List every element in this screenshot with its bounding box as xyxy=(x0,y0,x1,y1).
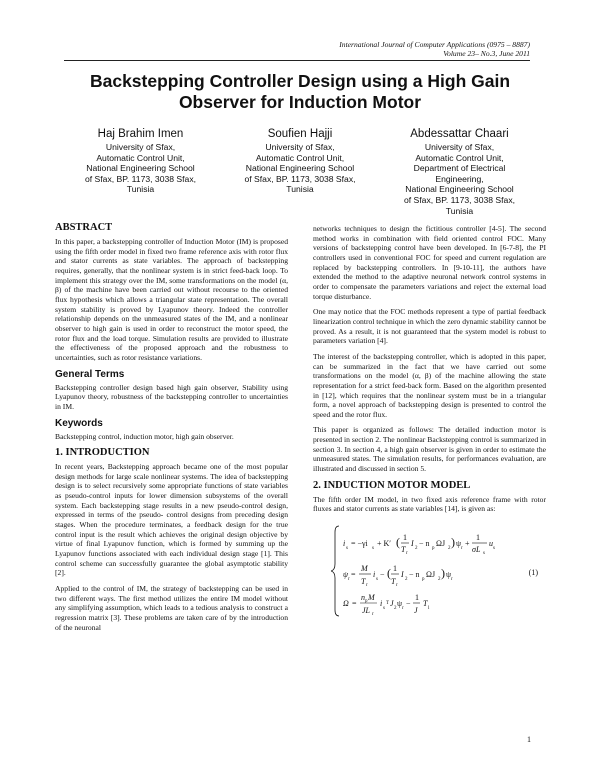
author-affiliation: University of Sfax, xyxy=(424,142,495,152)
svg-text:T: T xyxy=(401,545,406,555)
body-paragraph-1: networks techniques to design the fictitious controller [4-5]. The second method works in combination with field oriented control FOC. Many versions of backstepping control have been developed. In [6-7-8], the PI controllers used in conventional FOC for speed and current regulation are replaced by backstepping controllers. In [9-10-11], the authors have extended the method to the adaptive neuronal network control systems in order to compensate the parameters variations and reject the external load torque disturbance. xyxy=(313,224,546,301)
keywords-text: Backstepping control, induction motor, high gain observer. xyxy=(55,431,234,441)
svg-text:s: s xyxy=(346,546,348,552)
svg-text:J: J xyxy=(414,606,418,616)
journal-header xyxy=(339,40,530,58)
svg-text:ΩJ: ΩJ xyxy=(436,539,446,549)
svg-text:I: I xyxy=(411,539,414,549)
svg-text:1: 1 xyxy=(476,533,480,543)
svg-text:Ω: Ω xyxy=(343,599,349,609)
svg-text:M: M xyxy=(368,593,375,603)
svg-text:ΩJ: ΩJ xyxy=(426,570,436,580)
svg-text:T: T xyxy=(361,577,366,587)
svg-text:=: = xyxy=(351,570,356,580)
svg-text:r: r xyxy=(366,583,368,589)
body-paragraph-3: The interest of the backstepping controller, which is adopted in this paper, can be summarized in the fact that we have carried out some transformations on the model (α, β) of the machine allowing the state representation for a strict feed-back form. Based on the algorithm presented in [12], which requires that the nonlinear system must be in a triangular form, a novel approach of backstepping design is presented to control the speed and the rotor flux. xyxy=(313,351,546,419)
svg-text:2: 2 xyxy=(405,577,408,583)
svg-text:ψ: ψ xyxy=(456,539,462,549)
svg-text:T: T xyxy=(423,599,428,609)
svg-text:ψ: ψ xyxy=(446,570,452,580)
journal-name: International Journal of Computer Applications (0975 – 8887) xyxy=(339,40,530,49)
svg-text:J: J xyxy=(390,599,394,609)
equation-1 xyxy=(313,522,546,620)
svg-text:M: M xyxy=(361,564,368,574)
svg-text:p: p xyxy=(422,577,425,583)
author-affiliation: Automatic Control Unit, xyxy=(255,152,345,163)
svg-text:r: r xyxy=(406,551,408,557)
svg-text:r: r xyxy=(372,612,374,618)
svg-text:− n: − n xyxy=(419,539,430,549)
svg-text:= −γi: = −γi xyxy=(351,539,368,549)
svg-text:i: i xyxy=(343,539,346,549)
svg-text:): ) xyxy=(451,535,455,550)
author-affiliation: Engineering, xyxy=(435,173,484,184)
general-terms-text: Backstepping controller design based high gain observer, Stability using Lyapunov theory, robustness of the backstepping controller to uncertainties in IM. xyxy=(55,382,288,411)
general-terms-heading: General Terms xyxy=(55,368,125,380)
author-name: Soufien Hajji xyxy=(267,128,333,140)
author-affiliation: of Sfax, BP. 1173, 3038 Sfax, xyxy=(404,194,515,205)
svg-text:i: i xyxy=(380,599,383,609)
intro-paragraph-1: In recent years, Backstepping approach became one of the most popular design methods for large scale nonlinear systems. The idea of backstepping design is to select recursively some appropriate functions of state variables as pseudo-control inputs for lower dimension subsystems of the overall system. Each backstepping stage results in a new pseudo-control design, expressed in terms of the pseudo- control designs from preceding design stages. When the procedure terminates, a feedback design for the true control input is the result which achieves the original design objective by virtue of final Lyapunov function, which is formed by summing up the Lyapunov functions associated with each individual design stage [1]. This control scheme can successfully guarantee the global asymptotic stability [2]. xyxy=(55,462,288,578)
author-3 xyxy=(382,127,537,216)
svg-text:n: n xyxy=(361,593,365,603)
svg-text:1: 1 xyxy=(403,533,407,543)
svg-text:− n: − n xyxy=(409,570,420,580)
svg-text:s: s xyxy=(372,546,374,552)
svg-text:−: − xyxy=(380,570,385,580)
svg-text:2: 2 xyxy=(415,546,418,552)
paper-title xyxy=(60,71,540,113)
body-paragraph-2: One may notice that the FOC methods represent a type of partial feedback linearization control technique in which the zero dynamic stability cannot be proved. As a result, it is not guaranteed that the system model is robust to parameters variation [4]. xyxy=(313,307,546,346)
author-affiliation: Department of Electrical xyxy=(413,163,506,174)
svg-text:−: − xyxy=(406,599,411,609)
svg-text:σL: σL xyxy=(472,545,481,555)
svg-text:T: T xyxy=(391,577,396,587)
author-affiliation: National Engineering School xyxy=(245,163,355,174)
author-affiliation: National Engineering School xyxy=(86,163,195,174)
author-affiliation: Tunisia xyxy=(286,184,314,195)
body-paragraph-5: The fifth order IM model, in two fixed axis reference frame with rotor fluxes and stator currents as state variables [14], is given as: xyxy=(313,494,546,514)
left-column xyxy=(55,222,288,638)
author-affiliation: University of Sfax, xyxy=(265,142,335,152)
title-line-1: Backstepping Controller Design using a High Gain xyxy=(89,71,511,91)
svg-text:=: = xyxy=(352,599,357,609)
author-1 xyxy=(63,127,218,216)
author-2 xyxy=(223,127,378,216)
svg-text:1: 1 xyxy=(393,564,397,574)
svg-text:r: r xyxy=(461,546,463,552)
svg-text:+ K′: + K′ xyxy=(377,539,392,549)
svg-text:2: 2 xyxy=(394,606,397,612)
svg-text:s: s xyxy=(383,606,385,612)
svg-text:s: s xyxy=(483,551,485,557)
author-affiliation: of Sfax, BP. 1173, 3038 Sfax, xyxy=(244,173,356,184)
svg-text:r: r xyxy=(396,583,398,589)
right-column xyxy=(313,224,546,620)
svg-text:s: s xyxy=(493,546,495,552)
svg-text:(: ( xyxy=(396,535,400,550)
svg-text:ψ: ψ xyxy=(343,570,348,580)
svg-text:ψ: ψ xyxy=(397,599,403,609)
keywords-heading: Keywords xyxy=(55,417,103,429)
intro-heading: 1. INTRODUCTION xyxy=(55,447,150,459)
svg-text:2: 2 xyxy=(448,546,451,552)
author-block xyxy=(63,127,537,216)
header-rule xyxy=(64,60,530,61)
journal-volume: Volume 23– No.3, June 2011 xyxy=(443,49,530,58)
intro-paragraph-2: Applied to the control of IM, the strategy of backstepping can be used in two different ways. The first method utilizes the entire IM model without any simplifying assumption, which leads to a tedious analysis to construct a regression matrix [3]. These problems are taken care of by the introduction of the neuronal xyxy=(55,584,288,632)
svg-text:2: 2 xyxy=(438,577,441,583)
author-affiliation: University of Sfax, xyxy=(105,142,176,152)
svg-text:): ) xyxy=(441,566,445,581)
svg-text:p: p xyxy=(432,546,435,552)
author-affiliation: Tunisia xyxy=(126,184,155,195)
author-affiliation: of Sfax, BP. 1173, 3038 Sfax, xyxy=(85,173,196,184)
author-name: Abdessattar Chaari xyxy=(410,128,509,140)
author-affiliation: Automatic Control Unit, xyxy=(415,152,504,163)
svg-text:s: s xyxy=(376,577,378,583)
svg-text:r: r xyxy=(348,577,350,583)
page-number: 1 xyxy=(527,735,531,744)
svg-text:T: T xyxy=(386,601,390,607)
section-2-heading: 2. INDUCTION MOTOR MODEL xyxy=(313,479,471,491)
svg-text:r: r xyxy=(451,577,453,583)
svg-text:1: 1 xyxy=(415,593,419,603)
svg-text:(: ( xyxy=(387,566,391,581)
svg-text:i: i xyxy=(373,570,376,580)
svg-text:r: r xyxy=(402,606,404,612)
svg-text:+: + xyxy=(465,539,470,549)
body-paragraph-4: This paper is organized as follows: The detailed induction motor is presented in section 2. The nonlinear Backstepping control is summarized in section 3. In section 4, a high gain observer is given in order to estimate the unmeasured states. The simulation results, for performances evaluation, are illustrated and discussed in section 5. xyxy=(313,425,546,474)
title-line-2: Observer for Induction Motor xyxy=(178,92,422,112)
author-name: Haj Brahim Imen xyxy=(97,128,184,140)
equation-1-graphic xyxy=(331,522,521,620)
svg-text:l: l xyxy=(428,606,430,612)
author-affiliation: National Engineering School xyxy=(405,184,514,195)
svg-text:p: p xyxy=(365,599,368,605)
svg-text:JL: JL xyxy=(362,606,370,616)
author-affiliation: Automatic Control Unit, xyxy=(96,152,185,163)
svg-text:I: I xyxy=(401,570,404,580)
abstract-text: In this paper, a backstepping controller of Induction Motor (IM) is proposed using the fifth order model in fixed two frame reference axis with rotor flux and stator currents as state variables. The approach of backstepping requires, generally, that the nonlinear system is in strict feed-back loop. To implement this strategy over the IM, some transformations on the model (α, β) of the machine have been carried out without recourse to the oriented flux hypothesis which allows a triangular state representation. The overall system stability is proved by Lyapunov theory. Indeed the controller relationship depends on the unmeasured states of the IM, and a nonlinear observer to high gain is used in order to reconstruct the motor speed, the rotor flux and the load torque. Simulation results are provided to illustrate the effectiveness of the proposed approach and the robustness to uncertainties, such as rotor resistance variations. xyxy=(55,237,288,362)
author-affiliation: Tunisia xyxy=(445,205,474,216)
abstract-heading: ABSTRACT xyxy=(55,222,113,233)
svg-text:u: u xyxy=(489,539,493,549)
equation-number: (1) xyxy=(528,568,538,578)
